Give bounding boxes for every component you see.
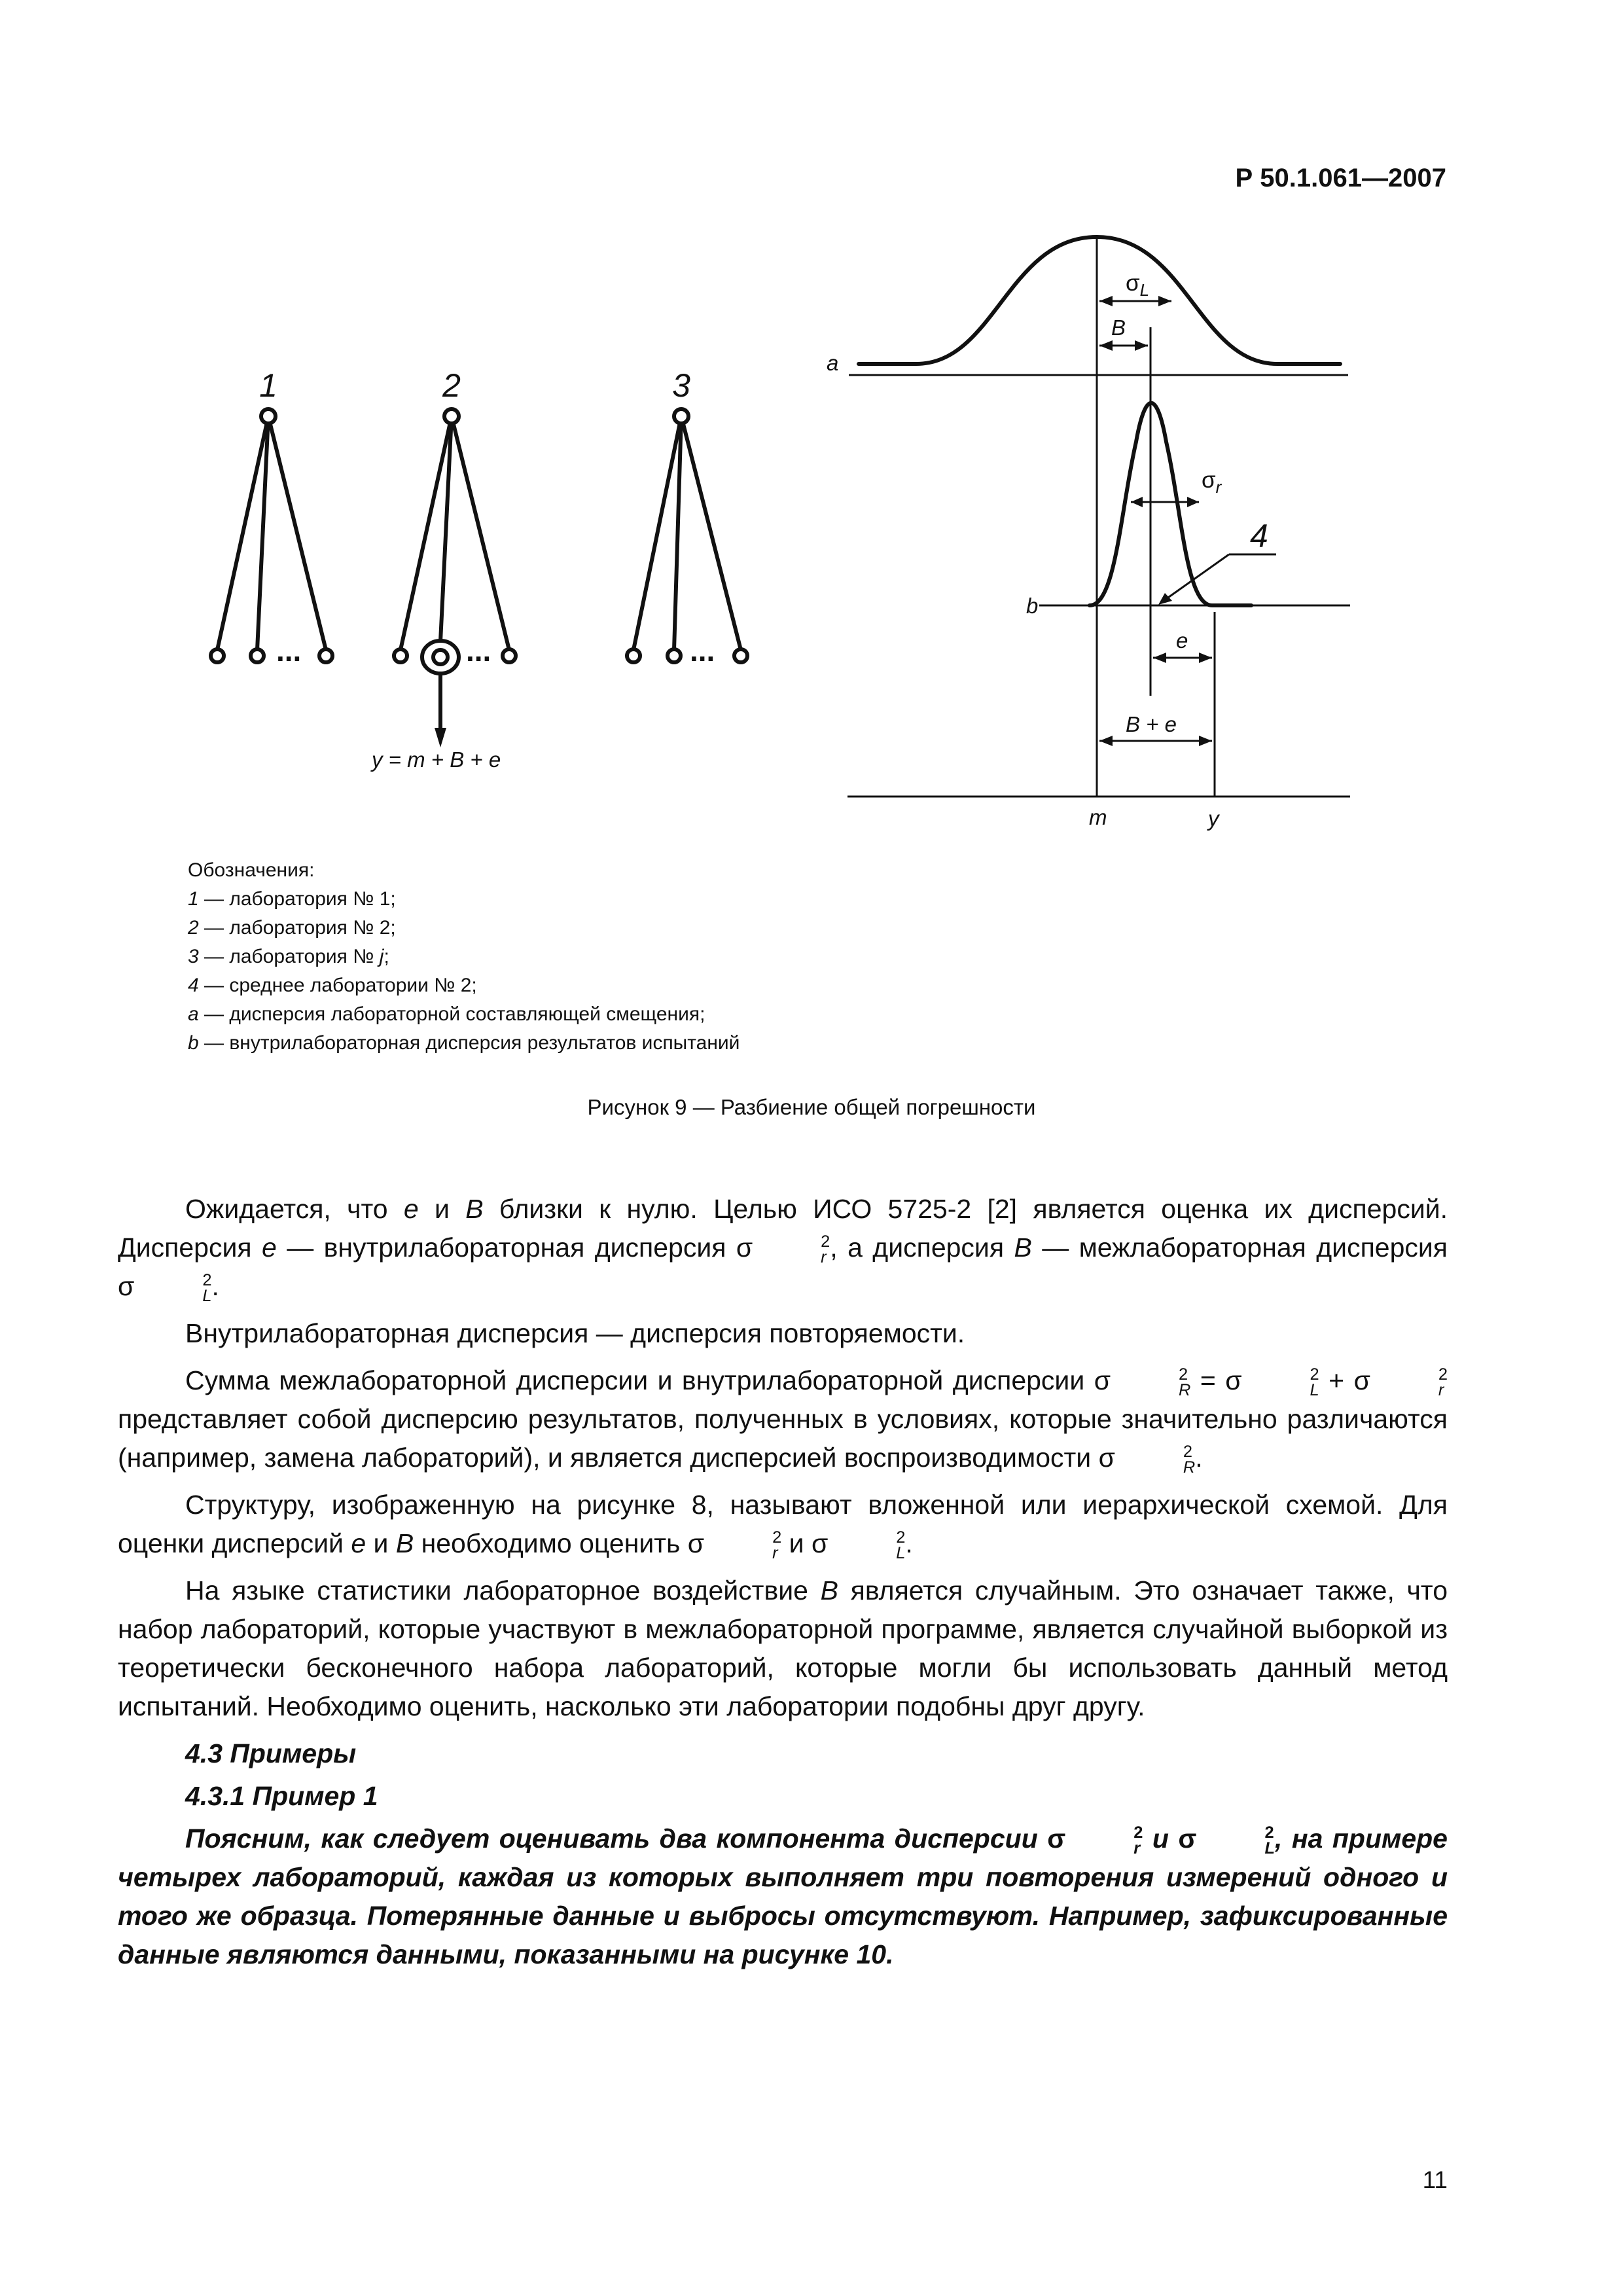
legend-title: Обозначения: — [188, 859, 315, 881]
curve-b-label: b — [1026, 594, 1039, 618]
figure-9-diagram — [0, 0, 1623, 844]
legend-item: 4 — среднее лаборатории № 2; — [188, 975, 477, 996]
paragraph-2: Внутрилабораторная дисперсия — дисперсия повторяемости. — [185, 1318, 965, 1348]
figure-legend — [188, 856, 740, 1058]
legend-item: 2 — лаборатория № 2; — [188, 917, 396, 939]
dots-tree-3: ... — [690, 634, 715, 668]
paragraph-4: Структуру, изображенную на рисунке 8, называют вложенной или иерархической схемой. Для оценки дисперсий e и B необходимо оценить σ 2 r и σ 2 L . — [118, 1490, 1448, 1562]
section-heading-4-3: 4.3 Примеры — [185, 1738, 357, 1768]
paragraph-5: На языке статистики лабораторное воздействие B является случайным. Это означает также, что набор лабораторий, которые участвуют в межлабораторной программе, является случайной выборкой из теоретически бесконечного набора лабораторий, которые могли бы использовать данный метод испытаний. Необходимо оценить, насколько эти лаборатории подобны друг другу. — [118, 1575, 1448, 1721]
label-b-plus-e: B + e — [1126, 712, 1177, 736]
body-text — [118, 1190, 1448, 1982]
paragraph-1: Ожидается, что e и B близки к нулю. Целью ИСО 5725-2 [2] является оценка их дисперсий. Дисперсия e — внутрилабораторная дисперсия σ 2 r , а дисперсия B — межлабораторная дисперсия σ 2 L . — [118, 1194, 1448, 1305]
axis-label-m: m — [1089, 805, 1107, 829]
dots-tree-2: ... — [466, 634, 491, 668]
label-4-lab-mean: 4 — [1250, 518, 1268, 554]
curve-a-label: a — [827, 351, 839, 375]
sigma-r-label: $\sigma_r$ — [1202, 467, 1222, 497]
label-b-bias: B — [1111, 315, 1126, 340]
legend-item: 3 — лаборатория № j; — [188, 946, 389, 967]
tree-label-2: 2 — [442, 367, 461, 404]
tree-label-1: 1 — [259, 367, 277, 404]
legend-item: a — дисперсия лабораторной составляющей смещения; — [188, 1003, 705, 1025]
sigma-l-label: $\sigma_L$ — [1126, 270, 1150, 300]
equation-label: y = m + B + e — [372, 747, 501, 772]
figure-caption: Рисунок 9 — Разбиение общей погрешности — [587, 1095, 1036, 1119]
section-heading-4-3-1: 4.3.1 Пример 1 — [185, 1781, 378, 1811]
paragraph-3: Сумма межлабораторной дисперсии и внутрилабораторной дисперсии σ 2 R = σ 2 L + σ 2 r представляет собой дисперсию результатов, полученных в условиях, которые значительно различаются (например, замена лабораторий), и является дисперсией воспроизводимости σ 2 R . — [118, 1365, 1448, 1477]
tree-label-3: 3 — [672, 367, 690, 404]
dots-tree-1: ... — [276, 634, 302, 668]
label-e-error: e — [1176, 628, 1188, 653]
document-number: Р 50.1.061—2007 — [1235, 164, 1446, 192]
legend-item: b — внутрилабораторная дисперсия результатов испытаний — [188, 1032, 740, 1054]
page-number: 11 — [1422, 2166, 1448, 2193]
legend-item: 1 — лаборатория № 1; — [188, 888, 396, 910]
axis-label-y: y — [1208, 806, 1219, 831]
paragraph-example: Поясним, как следует оценивать два компонента дисперсии σ 2 r и σ 2 L , на примере четырех лабораторий, каждая из которых выполняет три повторения измерений одного и того же образца. Потерянные данные и выбросы отсутствуют. Например, зафиксированные данные являются данными, показанными на рисунке 10. — [118, 1823, 1448, 1969]
